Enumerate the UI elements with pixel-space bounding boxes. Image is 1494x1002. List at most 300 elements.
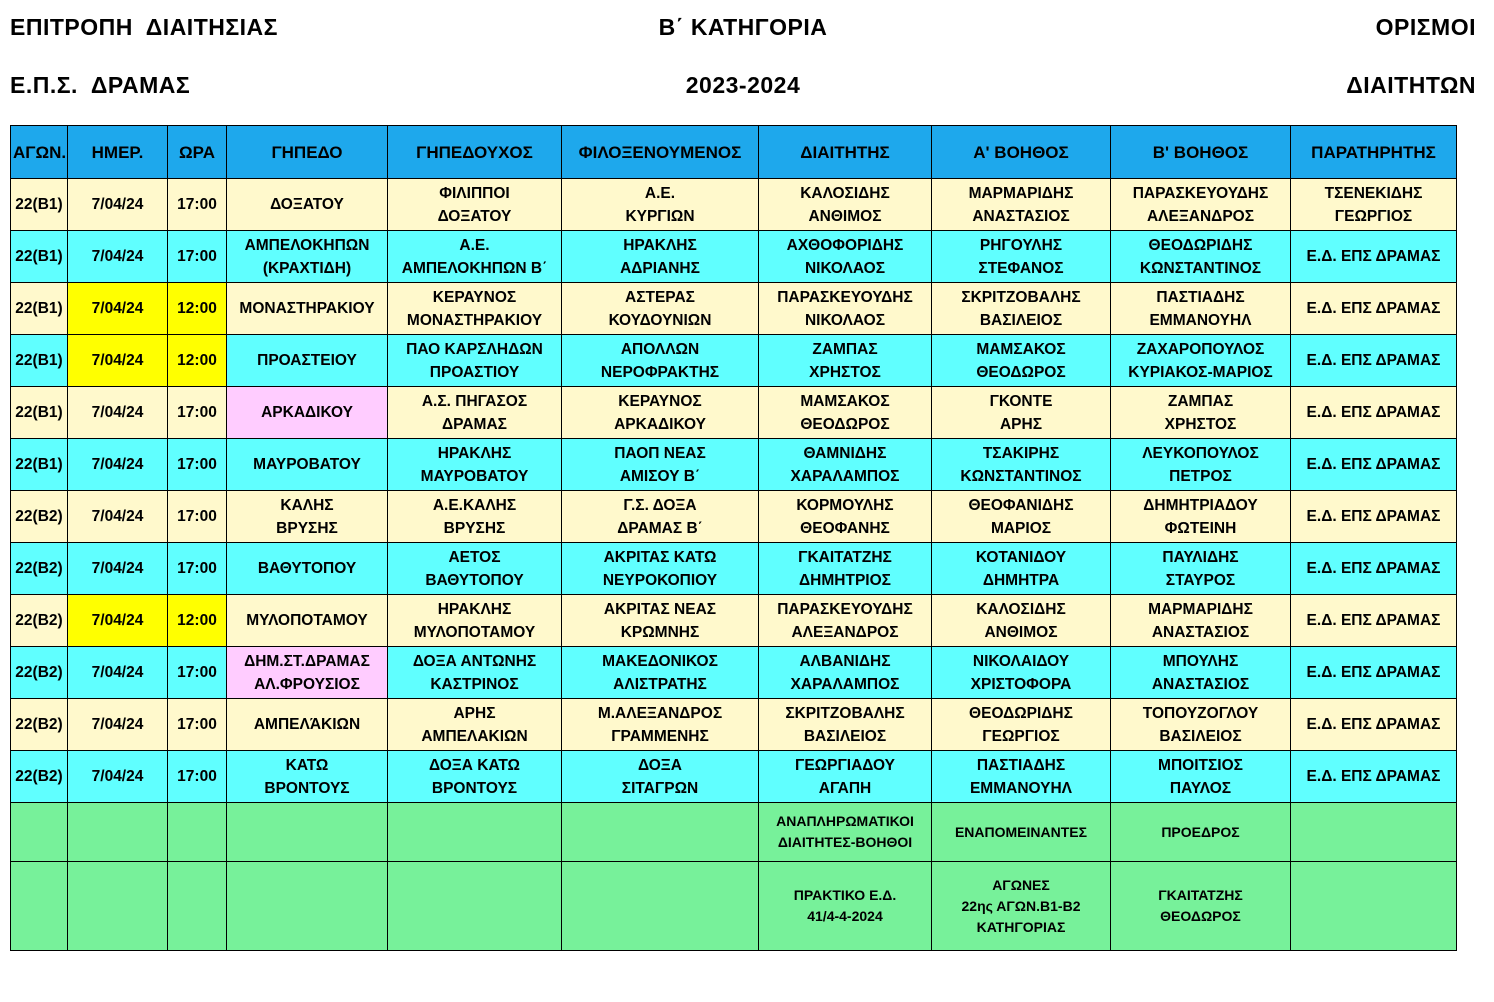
assistant-a-cell-line: ΤΣΑΚΙΡΗΣ <box>982 444 1060 462</box>
assistant-a-cell <box>932 543 1111 595</box>
referee-cell-line: ΚΑΛΟΣΙΔΗΣ <box>800 184 890 202</box>
referee-cell-line: ΧΑΡΑΛΑΜΠΟΣ <box>790 467 900 485</box>
footer-assistant-b-cell <box>1111 862 1291 951</box>
away-cell-line: ΠΑΟΠ ΝΕΑΣ <box>614 444 706 462</box>
assistant-b-cell-line: ΛΕΥΚΟΠΟΥΛΟΣ <box>1142 444 1259 462</box>
assistant-a-cell-line: ΡΗΓΟΥΛΗΣ <box>979 236 1063 254</box>
away-cell-line: ΑΡΚΑΔΙΚΟΥ <box>614 415 706 433</box>
away-cell-line: ΑΚΡΙΤΑΣ ΝΕΑΣ <box>603 600 717 618</box>
time-cell: 12:00 <box>168 283 227 335</box>
assistant-a-cell <box>932 751 1111 803</box>
field-cell <box>227 231 388 283</box>
away-cell-line: ΣΙΤΑΓΡΩΝ <box>621 779 699 797</box>
assistant-a-cell <box>932 283 1111 335</box>
footer-assistant-a-cell-line: ΚΑΤΗΓΟΡΙΑΣ <box>976 918 1066 935</box>
away-cell-line: ΑΔΡΙΑΝΗΣ <box>620 259 700 277</box>
col-header-field: ΓΗΠΕΔΟ <box>227 126 388 179</box>
time-cell: 12:00 <box>168 335 227 387</box>
observer-cell-line: Ε.Δ. ΕΠΣ ΔΡΑΜΑΣ <box>1306 560 1441 577</box>
assistant-b-cell-line: ΔΗΜΗΤΡΙΑΔΟΥ <box>1143 496 1258 514</box>
field-cell <box>227 387 388 439</box>
date-cell: 7/04/24 <box>68 231 168 283</box>
referee-cell-line: ΑΓΑΠΗ <box>818 779 872 797</box>
observer-cell <box>1291 335 1457 387</box>
assistant-b-cell-line: ΧΡΗΣΤΟΣ <box>1164 415 1237 433</box>
empty-cell <box>388 862 562 951</box>
referee-cell <box>759 387 932 439</box>
referee-cell-line: ΧΑΡΑΛΑΜΠΟΣ <box>790 675 900 693</box>
date-cell: 7/04/24 <box>68 595 168 647</box>
col-header-assistant-a: Α' ΒΟΗΘΟΣ <box>932 126 1111 179</box>
referee-cell-line: ΑΝΘΙΜΟΣ <box>808 207 882 225</box>
referee-cell-line: ΓΕΩΡΓΙΑΔΟΥ <box>795 756 895 774</box>
footer-row <box>11 862 1457 951</box>
date-cell: 7/04/24 <box>68 439 168 491</box>
home-cell-line: ΒΡΥΣΗΣ <box>443 519 506 537</box>
table-row <box>11 439 1457 491</box>
referee-cell <box>759 543 932 595</box>
home-cell-line: ΚΕΡΑΥΝΟΣ <box>432 288 517 306</box>
time-cell: 17:00 <box>168 699 227 751</box>
assistant-a-cell <box>932 179 1111 231</box>
home-cell <box>388 439 562 491</box>
home-cell-line: ΑΜΠΕΛΑΚΙΩΝ <box>421 727 528 745</box>
home-cell <box>388 335 562 387</box>
home-cell-line: ΔΟΞΑ ΑΝΤΩΝΗΣ <box>412 652 537 670</box>
assistant-a-cell-line: ΚΑΛΟΣΙΔΗΣ <box>976 600 1066 618</box>
table-row <box>11 335 1457 387</box>
empty-cell <box>168 862 227 951</box>
field-cell <box>227 699 388 751</box>
match-cell: 22(Β1) <box>11 335 68 387</box>
observer-cell <box>1291 179 1457 231</box>
col-header-home: ΓΗΠΕΔΟΥΧΟΣ <box>388 126 562 179</box>
referee-cell <box>759 595 932 647</box>
field-cell-line: (ΚΡΑΧΤΙΔΗ) <box>262 259 352 277</box>
away-cell-line: ΜΑΚΕΔΟΝΙΚΟΣ <box>602 652 718 670</box>
home-cell-line: ΔΟΞΑΤΟΥ <box>437 207 512 225</box>
assistant-b-cell-line: ΠΑΥΛΟΣ <box>1169 779 1232 797</box>
assistant-b-cell-line: ΦΩΤΕΙΝΗ <box>1164 519 1237 537</box>
away-cell <box>562 179 759 231</box>
assistant-a-cell-line: ΓΚΟΝΤΕ <box>989 392 1053 410</box>
referee-cell <box>759 231 932 283</box>
away-cell-line: ΓΡΑΜΜΕΝΗΣ <box>611 727 709 745</box>
time-cell: 17:00 <box>168 647 227 699</box>
field-cell-line: ΑΜΠΕΛΆΚΙΩΝ <box>253 716 361 733</box>
assistant-b-cell <box>1111 699 1291 751</box>
match-cell: 22(Β1) <box>11 439 68 491</box>
home-cell <box>388 751 562 803</box>
away-cell-line: ΑΠΟΛΛΩΝ <box>620 340 700 358</box>
date-cell: 7/04/24 <box>68 387 168 439</box>
referee-cell <box>759 179 932 231</box>
assistant-b-cell <box>1111 543 1291 595</box>
home-cell-line: ΑΜΠΕΛΟΚΗΠΩΝ Β΄ <box>401 259 548 277</box>
field-cell-line: ΚΑΛΗΣ <box>280 496 334 514</box>
footer-assistant-a-cell <box>932 803 1111 862</box>
footer-referee-cell-line: ΑΝΑΠΛΗΡΩΜΑΤΙΚΟΙ <box>776 813 914 829</box>
referee-cell-line: ΑΛΒΑΝΙΔΗΣ <box>799 652 891 670</box>
home-cell-line: ΑΡΗΣ <box>453 704 496 722</box>
assistant-a-cell-line: ΕΜΜΑΝΟΥΗΛ <box>969 779 1073 797</box>
assistant-b-cell-line: ΣΤΑΥΡΟΣ <box>1165 571 1236 589</box>
col-header-referee: ΔΙΑΙΤΗΤΗΣ <box>759 126 932 179</box>
field-cell <box>227 543 388 595</box>
appointments-title: ΟΡΙΣΜΟΙ <box>1375 14 1476 40</box>
away-cell-line: ΑΜΙΣΟΥ Β΄ <box>619 467 701 485</box>
observer-cell-line: Ε.Δ. ΕΠΣ ΔΡΑΜΑΣ <box>1306 456 1441 473</box>
home-cell-line: ΒΡΟΝΤΟΥΣ <box>431 779 518 797</box>
assistant-a-cell-line: ΣΤΕΦΑΝΟΣ <box>978 259 1064 277</box>
away-cell-line: Α.Ε. <box>644 184 676 202</box>
observer-cell <box>1291 647 1457 699</box>
home-cell <box>388 387 562 439</box>
referee-cell-line: ΘΑΜΝΙΔΗΣ <box>803 444 887 462</box>
footer-row <box>11 803 1457 862</box>
col-header-date: ΗΜΕΡ. <box>68 126 168 179</box>
date-cell: 7/04/24 <box>68 335 168 387</box>
footer-referee-cell <box>759 862 932 951</box>
away-cell-line: ΚΕΡΑΥΝΟΣ <box>618 392 702 410</box>
assistant-b-cell-line: ΜΠΟΙΤΣΙΟΣ <box>1158 756 1243 774</box>
referee-cell <box>759 647 932 699</box>
date-cell: 7/04/24 <box>68 283 168 335</box>
season: 2023-2024 <box>685 72 801 98</box>
away-cell <box>562 491 759 543</box>
home-cell-line: ΔΡΑΜΑΣ <box>442 415 507 433</box>
empty-cell <box>1291 862 1457 951</box>
footer-referee-cell-line: ΠΡΑΚΤΙΚΟ Ε.Δ. <box>793 887 897 903</box>
assistant-a-cell-line: ΑΝΘΙΜΟΣ <box>984 623 1058 641</box>
home-cell-line: ΜΑΥΡΟΒΑΤΟΥ <box>420 467 529 485</box>
home-cell <box>388 231 562 283</box>
time-cell: 17:00 <box>168 491 227 543</box>
home-cell <box>388 699 562 751</box>
away-cell <box>562 699 759 751</box>
home-cell-line: Α.Ε.ΚΑΛΗΣ <box>432 496 517 514</box>
referee-cell <box>759 439 932 491</box>
table-row <box>11 179 1457 231</box>
footer-assistant-b-cell-line: ΠΡΟΕΔΡΟΣ <box>1161 823 1240 840</box>
observer-cell <box>1291 231 1457 283</box>
away-cell <box>562 439 759 491</box>
assistant-b-cell <box>1111 595 1291 647</box>
footer-assistant-b-cell <box>1111 803 1291 862</box>
assistant-a-cell <box>932 231 1111 283</box>
home-cell-line: Α.Σ. ΠΗΓΑΣΟΣ <box>421 392 528 410</box>
assistant-a-cell-line: ΜΑΡΜΑΡΙΔΗΣ <box>968 184 1074 202</box>
away-cell-line: ΚΡΩΜΝΗΣ <box>620 623 700 641</box>
away-cell-line: ΑΚΡΙΤΑΣ ΚΑΤΩ <box>603 548 717 566</box>
away-cell <box>562 335 759 387</box>
referee-cell <box>759 283 932 335</box>
observer-cell-line: ΓΕΩΡΓΙΟΣ <box>1334 207 1413 225</box>
category-title: Β΄ ΚΑΤΗΓΟΡΙΑ <box>658 14 828 40</box>
observer-cell-line: Ε.Δ. ΕΠΣ ΔΡΑΜΑΣ <box>1306 612 1441 629</box>
empty-cell <box>562 862 759 951</box>
home-cell-line: ΔΟΞΑ ΚΑΤΩ <box>429 756 520 774</box>
assistant-b-cell-line: ΖΑΜΠΑΣ <box>1167 392 1234 410</box>
observer-cell-line: Ε.Δ. ΕΠΣ ΔΡΑΜΑΣ <box>1306 716 1441 733</box>
assistant-a-cell-line: ΒΑΣΙΛΕΙΟΣ <box>979 311 1063 329</box>
date-cell: 7/04/24 <box>68 491 168 543</box>
assistant-a-cell <box>932 335 1111 387</box>
col-header-time: ΩΡΑ <box>168 126 227 179</box>
away-cell <box>562 543 759 595</box>
observer-cell-line: ΤΣΕΝΕΚΙΔΗΣ <box>1324 184 1423 202</box>
time-cell: 17:00 <box>168 179 227 231</box>
away-cell-line: ΝΕΥΡΟΚΟΠΙΟΥ <box>602 571 718 589</box>
field-cell-line: ΒΑΘΥΤΟΠΟΥ <box>257 560 357 577</box>
field-cell-line: ΑΜΠΕΛΟΚΗΠΩΝ <box>244 236 370 254</box>
empty-cell <box>227 862 388 951</box>
time-cell: 12:00 <box>168 595 227 647</box>
observer-cell-line: Ε.Δ. ΕΠΣ ΔΡΑΜΑΣ <box>1306 664 1441 681</box>
home-cell-line: ΜΥΛΟΠΟΤΑΜΟΥ <box>413 623 536 641</box>
match-cell: 22(Β1) <box>11 179 68 231</box>
empty-cell <box>168 803 227 862</box>
home-cell <box>388 595 562 647</box>
away-cell-line: ΗΡΑΚΛΗΣ <box>623 236 697 254</box>
field-cell-line: ΔΗΜ.ΣΤ.ΔΡΑΜΑΣ <box>244 652 370 670</box>
referee-cell-line: ΝΙΚΟΛΑΟΣ <box>804 311 886 329</box>
field-cell-line: ΜΥΛΟΠΟΤΑΜΟΥ <box>246 612 368 629</box>
home-cell-line: ΦΙΛΙΠΠΟΙ <box>439 184 510 202</box>
observer-cell-line: Ε.Δ. ΕΠΣ ΔΡΑΜΑΣ <box>1306 404 1441 421</box>
observer-cell-line: Ε.Δ. ΕΠΣ ΔΡΑΜΑΣ <box>1306 508 1441 525</box>
empty-cell <box>562 803 759 862</box>
observer-cell <box>1291 543 1457 595</box>
assistant-a-cell-line: ΓΕΩΡΓΙΟΣ <box>982 727 1060 745</box>
table-row <box>11 751 1457 803</box>
observer-cell <box>1291 387 1457 439</box>
assistant-a-cell-line: ΘΕΟΔΩΡΙΔΗΣ <box>969 704 1073 722</box>
empty-cell <box>68 803 168 862</box>
field-cell-line: ΜΟΝΑΣΤΗΡΑΚΙΟΥ <box>239 300 375 317</box>
field-cell-line: ΒΡΥΣΗΣ <box>276 519 338 537</box>
assistant-b-cell-line: ΑΝΑΣΤΑΣΙΟΣ <box>1151 675 1250 693</box>
col-header-away: ΦΙΛΟΞΕΝΟΥΜΕΝΟΣ <box>562 126 759 179</box>
away-cell-line: ΚΥΡΓΙΩΝ <box>625 207 695 225</box>
home-cell-line: Α.Ε. <box>459 236 490 254</box>
referee-cell-line: ΧΡΗΣΤΟΣ <box>809 363 881 381</box>
away-cell-line: ΑΛΙΣΤΡΑΤΗΣ <box>613 675 707 693</box>
assistant-a-cell-line: ΣΚΡΙΤΖΟΒΑΛΗΣ <box>961 288 1081 306</box>
observer-cell-line: Ε.Δ. ΕΠΣ ΔΡΑΜΑΣ <box>1306 768 1441 785</box>
assistant-b-cell <box>1111 387 1291 439</box>
table-row <box>11 647 1457 699</box>
away-cell <box>562 387 759 439</box>
match-cell: 22(Β2) <box>11 751 68 803</box>
referee-cell <box>759 335 932 387</box>
referee-cell-line: ΘΕΟΦΑΝΗΣ <box>800 519 890 537</box>
table-row <box>11 387 1457 439</box>
table-row <box>11 231 1457 283</box>
assistant-b-cell-line: ΚΩΝΣΤΑΝΤΙΝΟΣ <box>1139 259 1262 277</box>
away-cell <box>562 595 759 647</box>
match-cell: 22(Β2) <box>11 647 68 699</box>
footer-assistant-a-cell-line: 22ης ΑΓΩΝ.Β1-Β2 <box>961 897 1081 914</box>
table-row <box>11 543 1457 595</box>
empty-cell <box>227 803 388 862</box>
assistant-b-cell-line: ΜΠΟΥΛΗΣ <box>1162 652 1239 670</box>
match-cell: 22(Β1) <box>11 387 68 439</box>
empty-cell <box>11 862 68 951</box>
assistant-a-cell-line: ΝΙΚΟΛΑΙΔΟΥ <box>972 652 1070 670</box>
observer-cell <box>1291 699 1457 751</box>
assistant-a-cell-line: ΚΟΤΑΝΙΔΟΥ <box>975 548 1067 566</box>
away-cell <box>562 283 759 335</box>
observer-cell <box>1291 751 1457 803</box>
home-cell-line: ΜΟΝΑΣΤΗΡΑΚΙΟΥ <box>406 311 543 329</box>
referee-cell-line: ΝΙΚΟΛΑΟΣ <box>804 259 886 277</box>
match-cell: 22(Β2) <box>11 699 68 751</box>
match-cell: 22(Β1) <box>11 283 68 335</box>
assistant-a-cell <box>932 439 1111 491</box>
home-cell <box>388 647 562 699</box>
assistant-a-cell-line: ΘΕΟΦΑΝΙΔΗΣ <box>968 496 1074 514</box>
referee-cell-line: ΘΕΟΔΩΡΟΣ <box>800 415 890 433</box>
field-cell-line: ΔΟΞΑΤΟΥ <box>270 196 344 213</box>
away-cell <box>562 231 759 283</box>
field-cell <box>227 283 388 335</box>
home-cell <box>388 543 562 595</box>
referee-cell <box>759 699 932 751</box>
assistant-a-cell-line: ΜΑΡΙΟΣ <box>990 519 1052 537</box>
assistant-a-cell-line: ΧΡΙΣΤΟΦΟΡΑ <box>970 675 1072 693</box>
assistant-a-cell-line: ΚΩΝΣΤΑΝΤΙΝΟΣ <box>960 467 1082 485</box>
footer-referee-cell-line: 41/4-4-2024 <box>807 908 883 924</box>
assistant-b-cell-line: ΠΕΤΡΟΣ <box>1169 467 1232 485</box>
table-row <box>11 699 1457 751</box>
away-cell-line: Μ.ΑΛΕΞΑΝΔΡΟΣ <box>597 704 723 722</box>
assistant-a-cell-line: ΔΗΜΗΤΡΑ <box>982 571 1060 589</box>
home-cell <box>388 491 562 543</box>
col-header-match: ΑΓΩΝ. <box>11 126 68 179</box>
assistant-b-cell-line: ΠΑΡΑΣΚΕΥΟΥΔΗΣ <box>1132 184 1269 202</box>
table-row <box>11 595 1457 647</box>
assistant-a-cell-line: ΘΕΟΔΩΡΟΣ <box>976 363 1066 381</box>
referee-cell-line: ΖΑΜΠΑΣ <box>812 340 878 358</box>
assistant-a-cell <box>932 387 1111 439</box>
assistant-a-cell-line: ΑΝΑΣΤΑΣΙΟΣ <box>972 207 1070 225</box>
assistant-b-cell <box>1111 283 1291 335</box>
assistant-b-cell <box>1111 335 1291 387</box>
observer-cell <box>1291 595 1457 647</box>
observer-cell-line: Ε.Δ. ΕΠΣ ΔΡΑΜΑΣ <box>1306 248 1441 265</box>
date-cell: 7/04/24 <box>68 751 168 803</box>
assistant-b-cell <box>1111 179 1291 231</box>
assistant-a-cell-line: ΑΡΗΣ <box>999 415 1043 433</box>
field-cell <box>227 335 388 387</box>
assistant-a-cell-line: ΜΑΜΣΑΚΟΣ <box>976 340 1066 358</box>
assistant-b-cell-line: ΑΛΕΞΑΝΔΡΟΣ <box>1146 207 1255 225</box>
table-header-row <box>11 126 1457 179</box>
referee-cell-line: ΒΑΣΙΛΕΙΟΣ <box>803 727 887 745</box>
field-cell-line: ΜΑΥΡΟΒΑΤΟΥ <box>253 456 361 473</box>
referee-cell-line: ΑΧΘΟΦΟΡΙΔΗΣ <box>786 236 904 254</box>
match-cell: 22(Β2) <box>11 595 68 647</box>
assistant-b-cell <box>1111 491 1291 543</box>
away-cell-line: ΚΟΥΔΟΥΝΙΩΝ <box>608 311 712 329</box>
field-cell-line: ΑΡΚΑΔΙΚΟΥ <box>261 404 353 421</box>
appointments-table <box>10 125 1457 951</box>
home-cell-line: ΗΡΑΚΛΗΣ <box>437 600 512 618</box>
home-cell-line: ΠΡΟΑΣΤΙΟΥ <box>429 363 520 381</box>
assistant-b-cell-line: ΚΥΡΙΑΚΟΣ-ΜΑΡΙΟΣ <box>1128 363 1273 381</box>
home-cell-line: ΠΑΟ ΚΑΡΣΛΗΔΩΝ <box>406 340 543 358</box>
date-cell: 7/04/24 <box>68 179 168 231</box>
footer-assistant-a-cell-line: ΑΓΩΝΕΣ <box>992 876 1050 893</box>
assistant-b-cell-line: ΤΟΠΟΥΖΟΓΛΟΥ <box>1142 704 1259 722</box>
assistant-b-cell <box>1111 231 1291 283</box>
time-cell: 17:00 <box>168 231 227 283</box>
assistant-b-cell-line: ΖΑΧΑΡΟΠΟΥΛΟΣ <box>1136 340 1265 358</box>
field-cell <box>227 179 388 231</box>
referee-cell <box>759 751 932 803</box>
away-cell <box>562 647 759 699</box>
home-cell-line: ΒΑΘΥΤΟΠΟΥ <box>425 571 524 589</box>
home-cell-line: ΗΡΑΚΛΗΣ <box>437 444 512 462</box>
field-cell <box>227 439 388 491</box>
home-cell <box>388 283 562 335</box>
observer-cell <box>1291 491 1457 543</box>
away-cell <box>562 751 759 803</box>
assistant-b-cell <box>1111 751 1291 803</box>
field-cell <box>227 751 388 803</box>
observer-cell <box>1291 283 1457 335</box>
referee-cell-line: ΔΗΜΗΤΡΙΟΣ <box>799 571 891 589</box>
assistant-b-cell-line: ΑΝΑΣΤΑΣΙΟΣ <box>1151 623 1250 641</box>
assistant-a-cell <box>932 595 1111 647</box>
field-cell <box>227 491 388 543</box>
assistant-a-cell <box>932 491 1111 543</box>
observer-cell-line: Ε.Δ. ΕΠΣ ΔΡΑΜΑΣ <box>1306 352 1441 369</box>
assistant-a-cell <box>932 699 1111 751</box>
home-cell-line: ΑΕΤΟΣ <box>448 548 501 566</box>
table-row <box>11 491 1457 543</box>
time-cell: 17:00 <box>168 543 227 595</box>
footer-assistant-a-cell-line: ΕΝΑΠΟΜΕΙΝΑΝΤΕΣ <box>954 823 1088 840</box>
referee-cell <box>759 491 932 543</box>
assistant-b-cell-line: ΠΑΣΤΙΑΔΗΣ <box>1156 288 1245 306</box>
referee-cell-line: ΚΟΡΜΟΥΛΗΣ <box>796 496 894 514</box>
field-cell-line: ΑΛ.ΦΡΟΥΣΙΟΣ <box>254 675 360 693</box>
footer-assistant-b-cell-line: ΘΕΟΔΩΡΟΣ <box>1160 908 1241 924</box>
footer-referee-cell <box>759 803 932 862</box>
assistant-b-cell <box>1111 439 1291 491</box>
field-cell <box>227 595 388 647</box>
referee-cell-line: ΜΑΜΣΑΚΟΣ <box>800 392 890 410</box>
field-cell-line: ΒΡΟΝΤΟΥΣ <box>264 779 350 797</box>
observer-cell <box>1291 439 1457 491</box>
match-cell: 22(Β2) <box>11 491 68 543</box>
footer-assistant-b-cell-line: ΓΚΑΙΤΑΤΖΗΣ <box>1158 887 1243 903</box>
away-cell-line: ΝΕΡΟΦΡΑΚΤΗΣ <box>600 363 720 381</box>
referees-title: ΔΙΑΙΤΗΤΩΝ <box>1346 72 1476 98</box>
referee-cell-line: ΣΚΡΙΤΖΟΒΑΛΗΣ <box>785 704 905 722</box>
empty-cell <box>388 803 562 862</box>
home-cell-line: ΚΑΣΤΡΙΝΟΣ <box>430 675 519 693</box>
assistant-b-cell-line: ΜΑΡΜΑΡΙΔΗΣ <box>1148 600 1253 618</box>
time-cell: 17:00 <box>168 387 227 439</box>
referee-cell-line: ΠΑΡΑΣΚΕΥΟΥΔΗΣ <box>777 288 913 306</box>
referee-cell-line: ΓΚΑΙΤΑΤΖΗΣ <box>798 548 892 566</box>
time-cell: 17:00 <box>168 751 227 803</box>
table-row <box>11 283 1457 335</box>
date-cell: 7/04/24 <box>68 647 168 699</box>
